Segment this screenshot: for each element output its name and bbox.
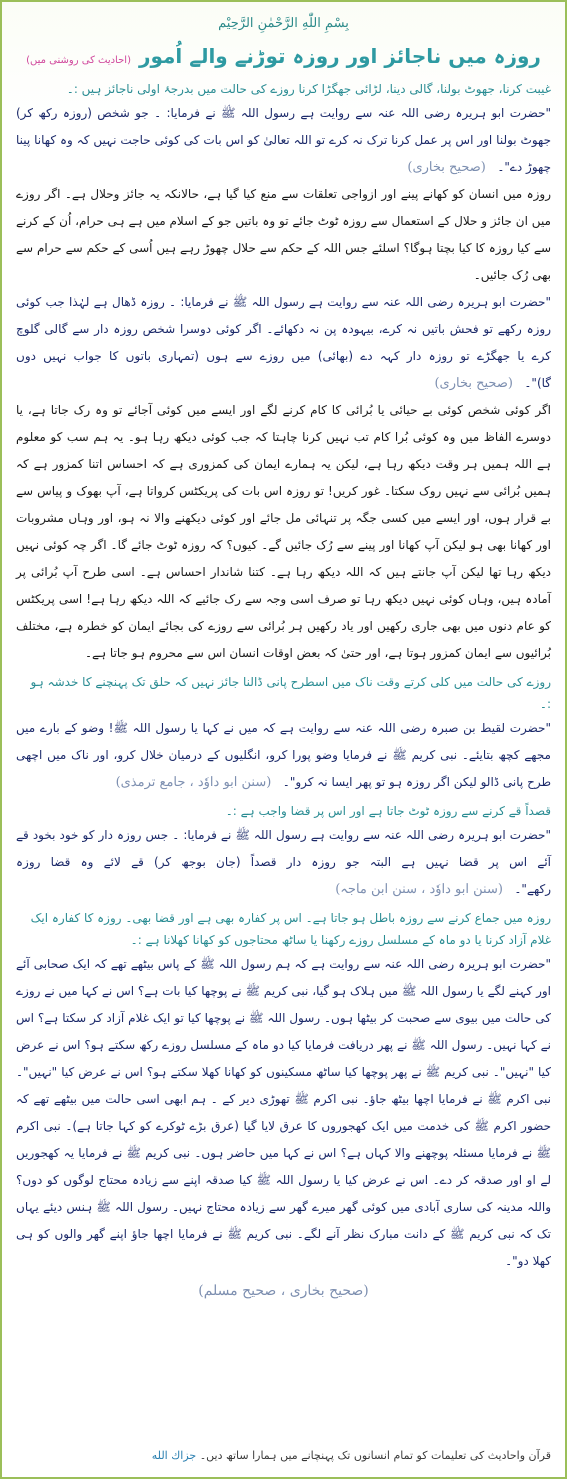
section-heading: قصداً قے کرنے سے روزہ ٹوٹ جاتا ہے اور اس پر قضا واجب ہے :۔: [225, 804, 551, 818]
section-rinsing-nose: [16, 671, 551, 796]
hadith-reference: (صحیح بخاری): [407, 160, 486, 175]
hadith-reference: (صحیح بخاری): [434, 376, 513, 391]
section-heading: روزہ میں جماع کرنے سے روزہ باطل ہو جاتا ہے۔ اس پر کفارہ بھی ہے اور قضا بھی۔ روزہ کا کفارہ ایک غلام آزاد کرنا یا دو ماہ کے مسلسل روزے رکھنا یا ساٹھ محتاجوں کو کھانا کھلانا ہے :۔: [30, 911, 551, 947]
hadith-body: "حضرت ابو ہریرہ رضی اللہ عنہ سے روایت ہے رسول اللہ ﷺ نے فرمایا: ۔ روزہ ڈھال ہے لہٰذا جب کوئی روزہ رکھے تو فحش باتیں نہ کرے، بیہودہ پن نہ دکھائے۔ اگر کوئی دوسرا شخص روزہ دار سے گالی گلوچ کرے یا جھگڑے تو روزہ دار کہہ دے (بھائی) میں روزے سے ہوں (تمہاری باتوں کا جواب نہیں دوں گا)"۔: [16, 295, 551, 390]
section-expiation: [16, 907, 551, 1305]
page-subtitle: (احادیث کی روشنی میں): [26, 55, 131, 66]
section-backbiting: [16, 78, 551, 289]
explanation-text: اگر کوئی شخص کوئی بے حیائی یا بُرائی کا کام کرنے لگے اور ایسے میں کوئی آجائے تو وہ رک جاتا ہے، یا دوسرے الفاظ میں وہ کوئی بُرا کام تب نہیں کرنا چاہتا کہ جب کوئی دیکھ رہا ہو۔ یہ ہم سب کو معلوم ہے اللہ ہمیں ہر وقت دیکھ رہا ہے، لیکن یہ ہمارے ایمان کی کمزوری ہے کہ احساس اتنا کمزور ہے کہ ہمیں بُرائی سے نہیں روک سکتا۔ غور کریں! تو روزہ اس بات کی پریکٹس کرواتا ہے، آپ بھوک و پیاس سے بے قرار ہوں، اور ایسے میں کسی جگہ پر تنہائی مل جائے اور کوئی دیکھنے والا نہ ہو، اور وہاں مشروبات اور کھانا بھی ہو لیکن آپ کھانا اور پینے سے رُک جائیں گے۔ کیوں؟ کہ روزہ ٹوٹ جائے گا۔ اگر چہ کوئی نہیں دیکھ رہا تھا لیکن آپ جانتے ہیں کہ اللہ دیکھ رہا ہے۔ کتنا شاندار احساس ہے۔ اسی طرح آپ بُرائی پر آمادہ ہیں، وہاں کوئی نہیں دیکھ رہا تو صرف اسی وجہ سے رک جائیے کہ اللہ دیکھ رہا ہے! اسی پریکٹس کو عام دنوں میں بھی جاری رکھیں اور یاد رکھیں ہر بُرائی سے روزے کی بجائے ایمان کو خطرہ ہے، مختلف بُرائیوں سے ایمان کمزور ہوتا ہے، اور حتیٰ کہ بعض اوقات انسان اس سے محروم ہو جاتا ہے۔: [16, 403, 551, 660]
hadith-reference: (سنن ابو داوٗد ، جامع ترمذی): [115, 775, 272, 790]
hadith-reference: (صحیح بخاری ، صحیح مسلم): [198, 1283, 369, 1299]
section-vomiting: [16, 800, 551, 903]
explanation-text: روزہ میں انسان کو کھانے پینے اور ازواجی تعلقات سے منع کیا گیا ہے، حالانکہ یہ جائز وحلال ہے۔ اگر روزے میں ان جائز و حلال کے استعمال سے روزہ ٹوٹ جائے تو وہ باتیں جو کے اسلام میں ہے ہی حرام، اُن کے کرنے سے کیا روزہ کا کیا بچتا ہوگا؟ اسلئے جس اللہ کے حکم سے حلال چھوڑ رہے ہیں اُسی کے حکم سے حرام سے بھی رُک جائیں۔: [16, 187, 551, 282]
bismillah: بِسْمِ اللّٰهِ الرَّحْمٰنِ الرَّحِيْم: [218, 16, 349, 31]
hadith-body: "حضرت ابو ہریرہ رضی اللہ عنہ سے روایت ہے رسول اللہ ﷺ نے فرمایا: ۔ جس روزہ دار کو خود بخود قے آئے اس پر قضا نہیں ہے البتہ جو روزہ دار قصداً (جان بوجھ کر) قے لائے وہ قضا روزہ رکھے"۔: [16, 828, 551, 896]
page-title: روزہ میں ناجائز اور روزہ توڑنے والے اُمور: [138, 44, 541, 68]
footer-jazak: جزاك الله: [151, 1449, 197, 1462]
title-row: [16, 42, 551, 70]
footer-note: [16, 1447, 551, 1465]
footer-text: قرآن واحادیث کی تعلیمات کو تمام انسانوں تک پہنچانے میں ہمارا ساتھ دیں۔: [199, 1449, 551, 1462]
hadith-reference: (سنن ابو داوٗد ، سنن ابن ماجہ): [335, 882, 503, 897]
hadith-body: "حضرت لقیط بن صبرہ رضی اللہ عنہ سے روایت ہے کہ میں نے کہا یا رسول اللہ ﷺ! وضو کے بارے میں مجھے کچھ بتایئے۔ نبی کریم ﷺ نے فرمایا وضو پورا کرو، انگلیوں کے درمیان خلال کرو، اور ناک میں اچھی طرح پانی ڈالو لیکن اگر روزہ ہو تو پھر ایسا نہ کرو"۔: [16, 721, 551, 789]
hadith-text: [16, 289, 551, 397]
section-heading: غیبت کرنا، جھوٹ بولنا، گالی دینا، لڑائی جھگڑا کرنا روزے کی حالت میں بدرجۂ اولی ناجائز ہیں :۔: [66, 82, 551, 96]
hadith-text: [16, 822, 551, 903]
hadith-text: [16, 100, 551, 181]
hadith-text: [16, 715, 551, 796]
section-shield: [16, 289, 551, 667]
hadith-text: "حضرت ابو ہریرہ رضی اللہ عنہ سے روایت ہے کہ ہم رسول اللہ ﷺ کے پاس بیٹھے تھے کہ ایک صحابی آئے اور کہنے لگے یا رسول اللہ ﷺ میں ہلاک ہو گیا، نبی کریم ﷺ نے پوچھا کیا بات ہے؟ اس نے کہا میں نے روزے کی حالت میں بیوی سے صحبت کر بیٹھا ہوں۔ رسول اللہ ﷺ نے پوچھا کیا تو ایک غلام آزاد کر سکتا ہے؟ اس نے کہا نہیں۔ رسول اللہ ﷺ نے پھر دریافت فرمایا کیا دو ماہ کے مسلسل روزے رکھ سکتے ہو؟ اس نے عرض کیا "نہیں"۔ نبی کریم ﷺ نے پھر پوچھا کیا ساٹھ مسکینوں کو کھانا کھلا سکتے ہو؟ اس نے عرض کیا "نہیں"۔ نبی اکرم ﷺ نے فرمایا اچھا بیٹھ جاؤ۔ نبی اکرم ﷺ تھوڑی دیر کے ۔ ہم ابھی اسی حالت میں بیٹھے تھے کہ حضور اکرم ﷺ کی خدمت میں ایک کھجوروں کا عرق لایا گیا (عرق بڑے ٹوکرے کو کہا جاتا ہے)۔ نبی اکرم ﷺ نے فرمایا مسئلہ پوچھنے والا کہاں ہے؟ اس نے کہا میں حاضر ہوں۔ نبی کریم ﷺ نے فرمایا یہ کھجوریں لے او اور صدقہ کر دے۔ اس نے عرض کیا یا رسول اللہ ﷺ کیا صدقہ اپنے سے زیادہ محتاج لوگوں کو دوں؟ واللہ مدینہ کی ساری آبادی میں کوئی گھر میرے گھر سے زیادہ محتاج نہیں۔ رسول اللہ ﷺ ہنس دیئے یہاں تک کہ نبی کریم ﷺ کے دانت مبارک نظر آنے لگے۔ نبی کریم ﷺ نے فرمایا اچھا جاؤ اپنے گھر والوں کو ہی کھلا دو"۔: [16, 957, 551, 1268]
hadith-body: "حضرت ابو ہریرہ رضی اللہ عنہ سے روایت ہے رسول اللہ ﷺ نے فرمایا: ۔ جو شخص (روزہ رکھ کر) جھوٹ بولنا اور اس پر عمل کرنا ترک نہ کرے تو اللہ تعالیٰ کو اس بات کی کوئی حاجت نہیں کہ وہ کھانا پینا چھوڑ دے"۔: [16, 106, 551, 174]
section-heading: روزے کی حالت میں کلی کرتے وقت ناک میں اسطرح پانی ڈالنا جائز نہیں کہ حلق تک پہنچنے کا خدشہ ہو :۔: [30, 675, 551, 711]
